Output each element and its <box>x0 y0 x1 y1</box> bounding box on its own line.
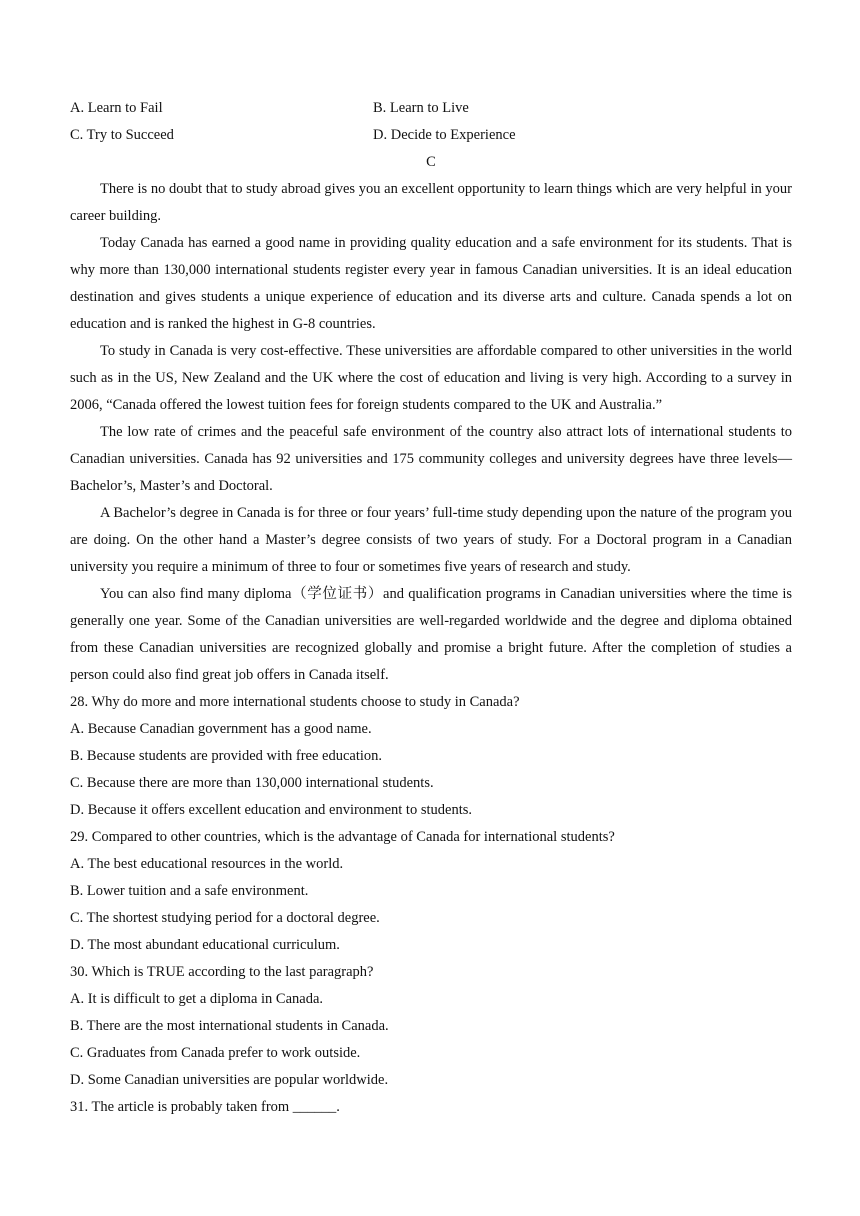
option-a: A. Learn to Fail <box>70 100 163 116</box>
previous-question-options-row-2 <box>70 122 792 149</box>
paragraph-6: You can also find many diploma（学位证书）and qualification programs in Canadian universities where the time is generally one year. Some of the Canadian universities are well-regarded worldwide and the degree and diploma obtained from these Canadian universities are recognized globally and promise a bright future. After the completion of studies a person could also find great job offers in Canada itself. <box>70 586 792 683</box>
choice-d: D. Some Canadian universities are popular worldwide. <box>70 1072 389 1088</box>
paragraph-4: The low rate of crimes and the peaceful safe environment of the country also attract lots of international students to Canadian universities. Canada has 92 universities and 175 community colleges and university degrees have three levels—Bachelor’s, Master’s and Doctoral. <box>70 424 792 494</box>
choice-c: C. The shortest studying period for a doctoral degree. <box>70 910 380 926</box>
option-b: B. Learn to Live <box>373 100 469 116</box>
choice-a: A. Because Canadian government has a good name. <box>70 721 372 737</box>
choice-c: C. Graduates from Canada prefer to work outside. <box>70 1045 361 1061</box>
choice-b: B. Lower tuition and a safe environment. <box>70 883 309 899</box>
question-stem: 30. Which is TRUE according to the last paragraph? <box>70 964 374 980</box>
question-28 <box>70 689 792 824</box>
choice-a: A. It is difficult to get a diploma in Canada. <box>70 991 324 1007</box>
document-page <box>70 95 792 1121</box>
question-stem: 31. The article is probably taken from ______. <box>70 1099 340 1115</box>
question-31 <box>70 1094 792 1121</box>
question-stem: 29. Compared to other countries, which is the advantage of Canada for international students? <box>70 829 615 845</box>
choice-c: C. Because there are more than 130,000 international students. <box>70 775 434 791</box>
choice-d: D. Because it offers excellent education and environment to students. <box>70 802 472 818</box>
question-30 <box>70 959 792 1094</box>
option-d: D. Decide to Experience <box>373 127 516 143</box>
paragraph-5: A Bachelor’s degree in Canada is for three or four years’ full-time study depending upon the nature of the program you are doing. On the other hand a Master’s degree consists of two years of study. For a Doctoral program in a Canadian university you require a minimum of three to four or sometimes five years of research and study. <box>70 505 792 575</box>
choice-a: A. The best educational resources in the world. <box>70 856 344 872</box>
paragraph-2: Today Canada has earned a good name in providing quality education and a safe environment for its students. That is why more than 130,000 international students register every year in famous Canadian universities. It is an ideal education destination and gives students a unique experience of education and its diverse arts and culture. Canada spends a lot on education and is ranked the highest in G-8 countries. <box>70 235 792 332</box>
paragraph-3: To study in Canada is very cost-effective. These universities are affordable compared to other universities in the world such as in the US, New Zealand and the UK where the cost of education and living is very high. According to a survey in 2006, “Canada offered the lowest tuition fees for foreign students compared to the UK and Australia.” <box>70 343 792 413</box>
choice-b: B. Because students are provided with free education. <box>70 748 383 764</box>
option-c: C. Try to Succeed <box>70 127 174 143</box>
choice-b: B. There are the most international students in Canada. <box>70 1018 389 1034</box>
previous-question-options-row-1 <box>70 95 792 122</box>
section-label: C <box>426 154 436 170</box>
question-stem: 28. Why do more and more international students choose to study in Canada? <box>70 694 520 710</box>
choice-d: D. The most abundant educational curriculum. <box>70 937 340 953</box>
question-29 <box>70 824 792 959</box>
paragraph-1: There is no doubt that to study abroad gives you an excellent opportunity to learn things which are very helpful in your career building. <box>70 181 792 224</box>
